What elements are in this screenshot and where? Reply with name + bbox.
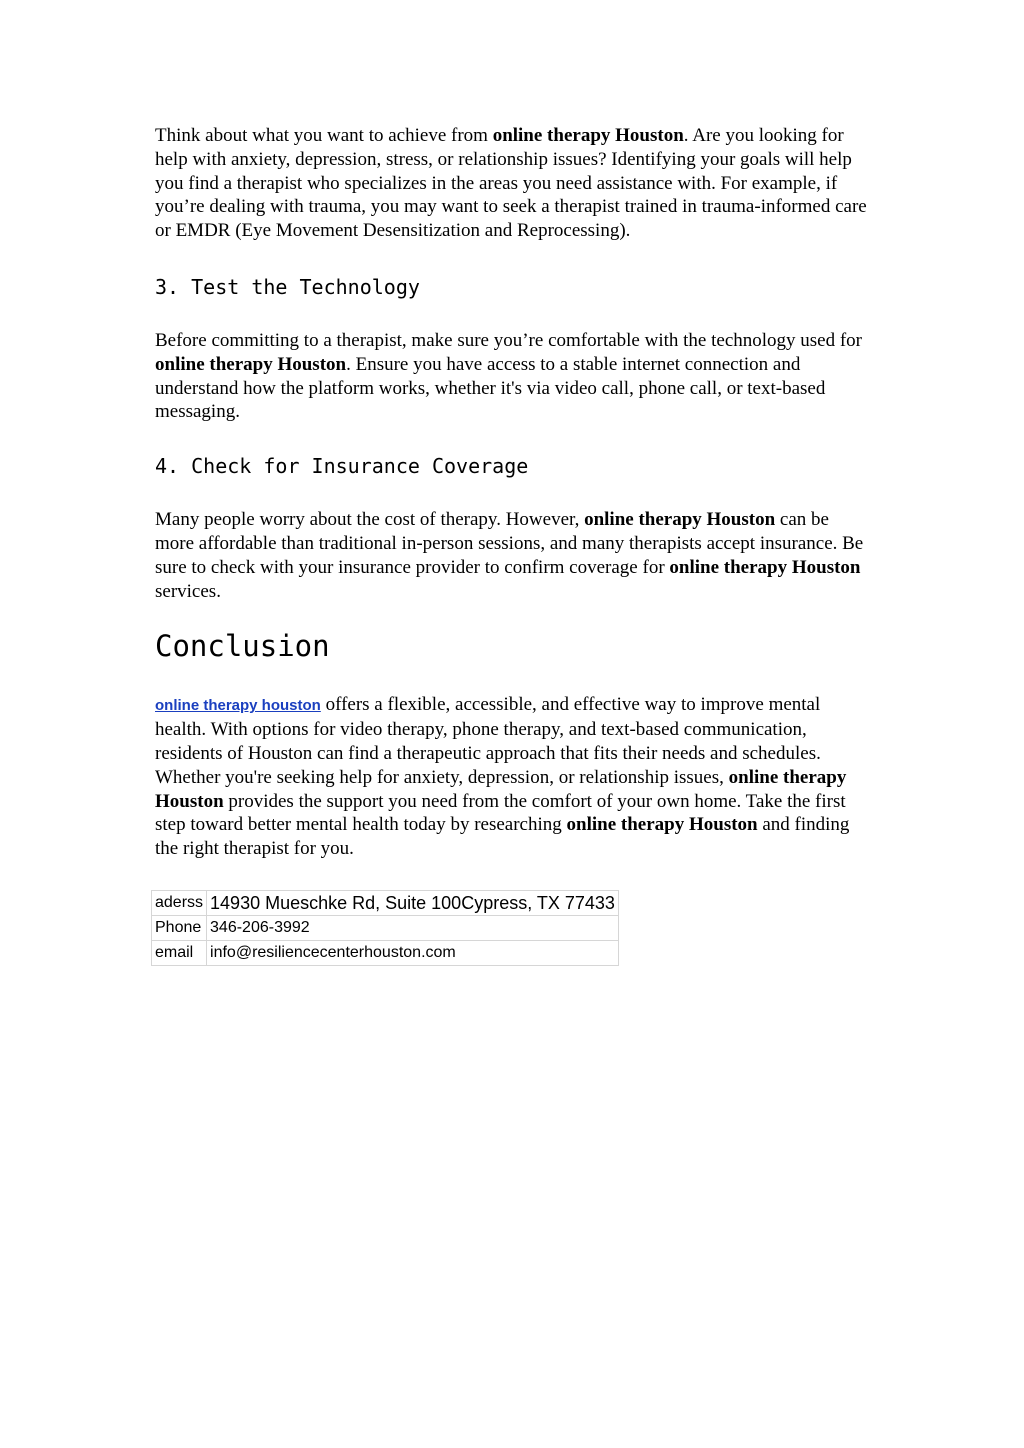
goals-text-2: . Are you looking for help with anxiety, depression, stress, or relationship issues? Identifying your goals will help you find a therapist who specializes in the areas you need assistance with. For example, if you’re dealing with trauma, you may want to seek a therapist trained in trauma-informed care or EMDR (Eye Movement Desensitization and Reprocessing).	[155, 125, 867, 242]
conclusion-text-2: provides the support you need from the comfort of your own home. Take the first step toward better mental health today by researching	[155, 790, 846, 836]
address-value: 14930 Mueschke Rd, Suite 100Cypress, TX 77433	[207, 891, 619, 916]
address-label: aderss	[152, 891, 207, 916]
email-label: email	[152, 941, 207, 966]
conclusion-keyword-2: online therapy Houston	[566, 814, 758, 836]
contact-row-phone	[152, 916, 619, 941]
conclusion-text-3: and finding the right therapist for you.	[155, 814, 850, 860]
insurance-paragraph	[155, 508, 871, 603]
goals-paragraph	[155, 124, 871, 243]
goals-keyword: online therapy Houston	[492, 125, 684, 146]
goals-text-1: Think about what you want to achieve from	[155, 125, 493, 146]
insurance-text-1: Many people worry about the cost of therapy. However,	[155, 509, 585, 531]
technology-keyword: online therapy Houston	[155, 353, 347, 375]
phone-label: Phone	[152, 916, 207, 941]
technology-paragraph	[155, 329, 871, 424]
contact-row-address	[152, 891, 619, 916]
online-therapy-houston-link[interactable]: online therapy houston	[155, 697, 321, 715]
technology-text-2: . Ensure you have access to a stable internet connection and understand how the platform works, whether it's via video call, phone call, or text-based messaging.	[155, 353, 826, 423]
email-value: info@resiliencecenterhouston.com	[207, 941, 619, 966]
phone-value: 346-206-3992	[207, 916, 619, 941]
article-body	[155, 124, 871, 861]
heading-test-technology: 3. Test the Technology	[155, 274, 420, 299]
contact-table	[151, 890, 619, 966]
insurance-keyword-1: online therapy Houston	[584, 509, 776, 531]
conclusion-keyword-1: online therapy Houston	[155, 766, 847, 812]
heading-insurance-coverage: 4. Check for Insurance Coverage	[155, 454, 529, 479]
insurance-text-3: services.	[155, 580, 221, 602]
conclusion-paragraph	[155, 693, 871, 861]
technology-text-1: Before committing to a therapist, make sure you’re comfortable with the technology used for	[155, 329, 863, 351]
insurance-keyword-2: online therapy Houston	[669, 556, 861, 578]
conclusion-text-1: offers a flexible, accessible, and effective way to improve mental health. With options for video therapy, phone therapy, and text-based communication, residents of Houston can find a therapeutic approach that fits their needs and schedules. Whether you're seeking help for anxiety, depression, or relationship issues,	[155, 694, 821, 788]
contact-row-email	[152, 941, 619, 966]
heading-conclusion: Conclusion	[155, 629, 330, 664]
insurance-text-2: can be more affordable than traditional in-person sessions, and many therapists accept insurance. Be sure to check with your insurance provider to confirm coverage for	[155, 509, 864, 578]
